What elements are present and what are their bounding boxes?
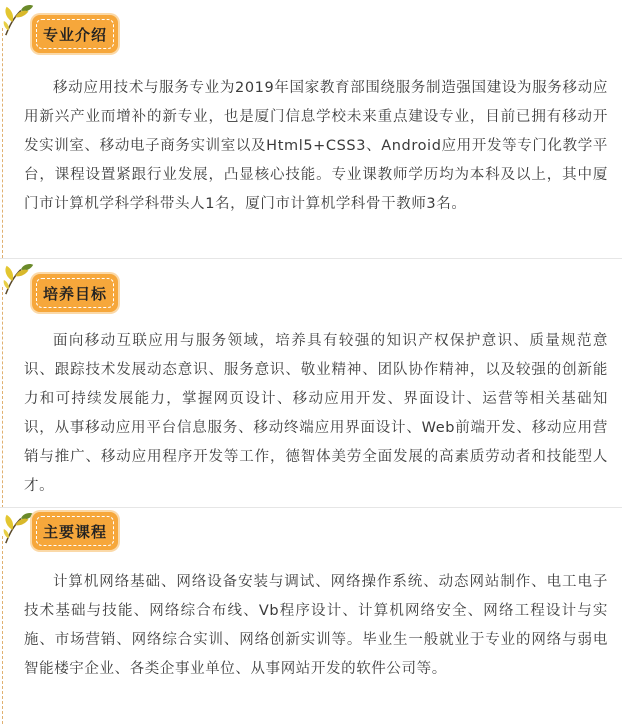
section-body: 面向移动互联应用与服务领域，培养具有较强的知识产权保护意识、质量规范意识、跟踪技术发展动态意识、服务意识、敬业精神、团队协作精神，以及较强的创新能力和可持续发展能力，掌握网页设计、移动应用开发、界面设计、运营等相关基础知识，从事移动应用平台信息服务、移动终端应用界面设计、Web前端开发、移动应用营销与推广、移动应用程序开发等工作，德智体美劳全面发展的高素质劳动者和技能型人才。 [24,333,608,494]
leaf-icon [2,2,36,38]
section-title: 专业介绍 [36,19,114,49]
section-title: 主要课程 [36,516,114,546]
section-body: 计算机网络基础、网络设备安装与调试、网络操作系统、动态网站制作、电工电子技术基础与技能、网络综合布线、Vb程序设计、计算机网络安全、网络工程设计与实施、市场营销、网络综合实训、网络创新实训等。毕业生一般就业于专业的网络与弱电智能楼宇企业、各类企事业单位、从事网站开发的软件公司等。 [24,574,608,677]
section-divider-line [2,287,3,508]
section-title-badge [32,274,118,312]
section-major-intro [0,0,622,258]
section-title-badge [32,15,118,53]
section-divider-line [2,28,3,258]
leaf-icon [2,261,36,297]
section-title: 培养目标 [36,278,114,308]
section-body: 移动应用技术与服务专业为2019年国家教育部围绕服务制造强国建设为服务移动应用新兴产业而增补的新专业，也是厦门信息学校未来重点建设专业，目前已拥有移动开发实训室、移动电子商务实训室以及Html5+CSS3、Android应用开发等专门化教学平台，课程设置紧跟行业发展，凸显核心技能。专业课教师学历均为本科及以上，其中厦门市计算机学科学科带头人1名，厦门市计算机学科骨干教师3名。 [24,80,608,212]
section-training-goals [0,258,622,508]
section-main-courses [0,507,622,724]
section-divider-line [2,536,3,724]
section-title-badge [32,512,118,550]
leaf-icon [2,510,36,546]
